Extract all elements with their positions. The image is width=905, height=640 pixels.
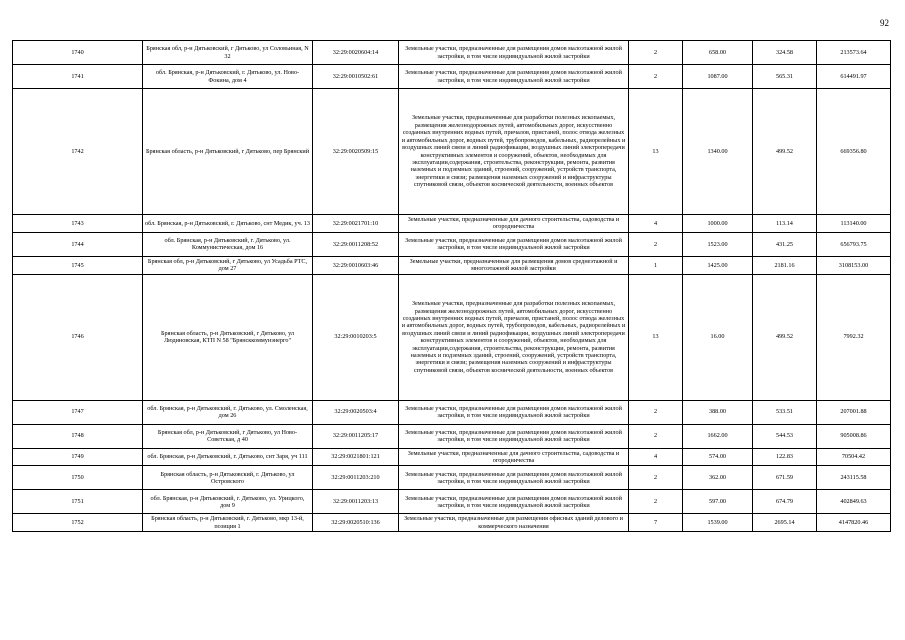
cadastral-value-cell: 7992.32 bbox=[817, 274, 891, 400]
address-cell: обл. Брянская, р-н Дятьковский, г. Дятьково, ул. Ново-Фокина, дом 4 bbox=[143, 65, 313, 89]
address-cell: Брянская область, р-н Дятьковский, г. Дятьково, ул Островского bbox=[143, 466, 313, 490]
cadastral-number-cell: 32:29:0020604:14 bbox=[313, 41, 399, 65]
cadastral-value-cell: 70504.42 bbox=[817, 448, 891, 466]
row-number: 1745 bbox=[13, 256, 143, 274]
cadastral-number-cell: 32:29:0010502:61 bbox=[313, 65, 399, 89]
group-cell: 2 bbox=[629, 490, 683, 514]
cadastral-number-cell: 32:29:0011205:17 bbox=[313, 424, 399, 448]
cadastral-number-cell: 32:29:0011203:13 bbox=[313, 490, 399, 514]
area-cell: 1425.00 bbox=[683, 256, 753, 274]
group-cell: 2 bbox=[629, 424, 683, 448]
address-cell: Брянская область, р-н Дятьковский, г Дятьково, ул Людиновская, КТП N 58 "Брянсккоммунэнерго" bbox=[143, 274, 313, 400]
cadastral-number-cell: 32:29:0020509:15 bbox=[313, 89, 399, 215]
group-cell: 13 bbox=[629, 274, 683, 400]
table-row bbox=[13, 215, 891, 233]
area-cell: 16.00 bbox=[683, 274, 753, 400]
cadastral-value-cell: 669356.80 bbox=[817, 89, 891, 215]
table-row bbox=[13, 466, 891, 490]
address-cell: Брянская область, р-н Дятьковский, г Дятьково, пер Брянский bbox=[143, 89, 313, 215]
area-cell: 1340.00 bbox=[683, 89, 753, 215]
area-cell: 574.00 bbox=[683, 448, 753, 466]
table-row bbox=[13, 232, 891, 256]
page-number: 92 bbox=[880, 18, 889, 28]
land-use-cell: Земельные участки, предназначенные для размещения домов малоэтажной жилой застройки, в том числе индивидуальной жилой застройки bbox=[399, 400, 629, 424]
area-cell: 1523.00 bbox=[683, 232, 753, 256]
specific-value-cell: 499.52 bbox=[753, 274, 817, 400]
cadastral-number-cell: 32:29:0021801:121 bbox=[313, 448, 399, 466]
area-cell: 658.00 bbox=[683, 41, 753, 65]
cadastral-number-cell: 32:29:0021701:10 bbox=[313, 215, 399, 233]
table-row bbox=[13, 65, 891, 89]
address-cell: Брянская обл, р-н Дятьковский, г Дятьково, ул Ново-Советская, д 40 bbox=[143, 424, 313, 448]
cadastral-value-cell: 213573.64 bbox=[817, 41, 891, 65]
area-cell: 1662.00 bbox=[683, 424, 753, 448]
area-cell: 1087.00 bbox=[683, 65, 753, 89]
specific-value-cell: 671.59 bbox=[753, 466, 817, 490]
land-use-cell: Земельные участки, предназначенные для размещения домов малоэтажной жилой застройки, в том числе индивидуальной жилой застройки bbox=[399, 424, 629, 448]
address-cell: обл. Брянская, р-н Дятьковский, г. Дятьково, снт Медик, уч. 13 bbox=[143, 215, 313, 233]
table-row bbox=[13, 256, 891, 274]
specific-value-cell: 122.83 bbox=[753, 448, 817, 466]
row-number: 1751 bbox=[13, 490, 143, 514]
land-use-cell: Земельные участки, предназначенные для размещения домов малоэтажной жилой застройки, в том числе индивидуальной жилой застройки bbox=[399, 41, 629, 65]
row-number: 1744 bbox=[13, 232, 143, 256]
table-row bbox=[13, 424, 891, 448]
table-row bbox=[13, 89, 891, 215]
group-cell: 4 bbox=[629, 215, 683, 233]
cadastral-value-cell: 3108153.00 bbox=[817, 256, 891, 274]
specific-value-cell: 2181.16 bbox=[753, 256, 817, 274]
row-number: 1746 bbox=[13, 274, 143, 400]
cadastral-number-cell: 32:29:0011203:210 bbox=[313, 466, 399, 490]
cadastral-value-table bbox=[12, 40, 891, 532]
table-row bbox=[13, 41, 891, 65]
address-cell: обл. Брянская, р-н Дятьковский, г. Дятьково, ул. Урицкого, дом 9 bbox=[143, 490, 313, 514]
cadastral-value-cell: 4147820.46 bbox=[817, 514, 891, 532]
specific-value-cell: 113.14 bbox=[753, 215, 817, 233]
group-cell: 2 bbox=[629, 232, 683, 256]
cadastral-number-cell: 32:29:0010203:5 bbox=[313, 274, 399, 400]
address-cell: Брянская обл, р-н Дятьковский, г Дятьково, ул Усадьба РТС, дом 27 bbox=[143, 256, 313, 274]
row-number: 1750 bbox=[13, 466, 143, 490]
area-cell: 362.00 bbox=[683, 466, 753, 490]
area-cell: 388.00 bbox=[683, 400, 753, 424]
cadastral-number-cell: 32:29:0020503:4 bbox=[313, 400, 399, 424]
group-cell: 1 bbox=[629, 256, 683, 274]
table-row bbox=[13, 514, 891, 532]
cadastral-value-cell: 905008.86 bbox=[817, 424, 891, 448]
land-use-cell: Земельные участки, предназначенные для разработки полезных ископаемых, размещения железнодорожных путей, автомобильных дорог, искусственно созданных внутренних водных путей, причалов, пристаней, полос отвода железных и автомобильных дорог, водных путей, трубопроводов, кабельных, радиорелейных и воздушных линий связи и линий радиофикации, воздушных линий электропередачи конструктивных элементов и сооружений, объектов, необходимых для эксплуатации,содержания, строительства, реконструкции, ремонта, развития наземных и подземных зданий, строений, сооружений, устройств транспорта, энергетики и связи; размещения наземных сооружений и инфраструктуры спутниковой связи, объектов космической деятельности, военных объектов bbox=[399, 274, 629, 400]
specific-value-cell: 2695.14 bbox=[753, 514, 817, 532]
cadastral-value-cell: 243115.58 bbox=[817, 466, 891, 490]
address-cell: Брянская область, р-н Дятьковский, г. Дятьково, мкр 13-й, позиция 1 bbox=[143, 514, 313, 532]
row-number: 1752 bbox=[13, 514, 143, 532]
group-cell: 4 bbox=[629, 448, 683, 466]
group-cell: 2 bbox=[629, 41, 683, 65]
cadastral-number-cell: 32:29:0020510:136 bbox=[313, 514, 399, 532]
row-number: 1748 bbox=[13, 424, 143, 448]
group-cell: 2 bbox=[629, 400, 683, 424]
table-row bbox=[13, 490, 891, 514]
group-cell: 13 bbox=[629, 89, 683, 215]
table-row bbox=[13, 400, 891, 424]
table-row bbox=[13, 274, 891, 400]
cadastral-value-cell: 656793.75 bbox=[817, 232, 891, 256]
address-cell: обл. Брянская, р-н Дятьковский, г. Дятьково, ул. Смоленская, дом 26 bbox=[143, 400, 313, 424]
specific-value-cell: 324.58 bbox=[753, 41, 817, 65]
land-use-cell: Земельные участки, предназначенные для размещения домов среднеэтажной и многоэтажной жилой застройки bbox=[399, 256, 629, 274]
specific-value-cell: 431.25 bbox=[753, 232, 817, 256]
land-use-cell: Земельные участки, предназначенные для размещения домов малоэтажной жилой застройки, в том числе индивидуальной жилой застройки bbox=[399, 65, 629, 89]
row-number: 1742 bbox=[13, 89, 143, 215]
group-cell: 2 bbox=[629, 466, 683, 490]
land-use-cell: Земельные участки, предназначенные для размещения домов малоэтажной жилой застройки, в том числе индивидуальной жилой застройки bbox=[399, 490, 629, 514]
row-number: 1740 bbox=[13, 41, 143, 65]
land-use-cell: Земельные участки, предназначенные для разработки полезных ископаемых, размещения железнодорожных путей, автомобильных дорог, искусственно созданных внутренних водных путей, причалов, пристаней, полос отвода железных и автомобильных дорог, водных путей, трубопроводов, кабельных, радиорелейных и воздушных линий связи и линий радиофикации, воздушных линий электропередачи конструктивных элементов и сооружений, объектов, необходимых для эксплуатации,содержания, строительства, реконструкции, ремонта, развития наземных и подземных зданий, строений, сооружений, устройств транспорта, энергетики и связи; размещения наземных сооружений и инфраструктуры спутниковой связи, объектов космической деятельности, военных объектов bbox=[399, 89, 629, 215]
land-use-cell: Земельные участки, предназначенные для размещения домов малоэтажной жилой застройки, в том числе индивидуальной жилой застройки bbox=[399, 232, 629, 256]
row-number: 1741 bbox=[13, 65, 143, 89]
specific-value-cell: 565.31 bbox=[753, 65, 817, 89]
cadastral-value-cell: 207001.88 bbox=[817, 400, 891, 424]
row-number: 1743 bbox=[13, 215, 143, 233]
cadastral-value-cell: 402849.63 bbox=[817, 490, 891, 514]
group-cell: 7 bbox=[629, 514, 683, 532]
row-number: 1747 bbox=[13, 400, 143, 424]
address-cell: Брянская обл, р-н Дятьковский, г Дятьково, ул Соловьиная, N 32 bbox=[143, 41, 313, 65]
address-cell: обл. Брянская, р-н Дятьковский, г. Дятьково, ул. Коммунистическая, дом 16 bbox=[143, 232, 313, 256]
address-cell: обл. Брянская, р-н Дятьковский, г. Дятьково, снт Заря, уч 111 bbox=[143, 448, 313, 466]
cadastral-number-cell: 32:29:0011208:52 bbox=[313, 232, 399, 256]
group-cell: 2 bbox=[629, 65, 683, 89]
area-cell: 1539.00 bbox=[683, 514, 753, 532]
area-cell: 597.00 bbox=[683, 490, 753, 514]
row-number: 1749 bbox=[13, 448, 143, 466]
cadastral-number-cell: 32:29:0010603:46 bbox=[313, 256, 399, 274]
specific-value-cell: 499.52 bbox=[753, 89, 817, 215]
land-use-cell: Земельные участки, предназначенные для размещения домов малоэтажной жилой застройки, в том числе индивидуальной жилой застройки bbox=[399, 466, 629, 490]
specific-value-cell: 544.53 bbox=[753, 424, 817, 448]
land-use-cell: Земельные участки, предназначенные для дачного строительства, садоводства и огородничества bbox=[399, 215, 629, 233]
specific-value-cell: 533.51 bbox=[753, 400, 817, 424]
area-cell: 1000.00 bbox=[683, 215, 753, 233]
cadastral-value-cell: 614491.97 bbox=[817, 65, 891, 89]
land-use-cell: Земельные участки, предназначенные для размещения офисных зданий делового и коммерческого назначения bbox=[399, 514, 629, 532]
specific-value-cell: 674.79 bbox=[753, 490, 817, 514]
cadastral-value-cell: 113140.00 bbox=[817, 215, 891, 233]
table-row bbox=[13, 448, 891, 466]
land-use-cell: Земельные участки, предназначенные для дачного строительства, садоводства и огородничества bbox=[399, 448, 629, 466]
